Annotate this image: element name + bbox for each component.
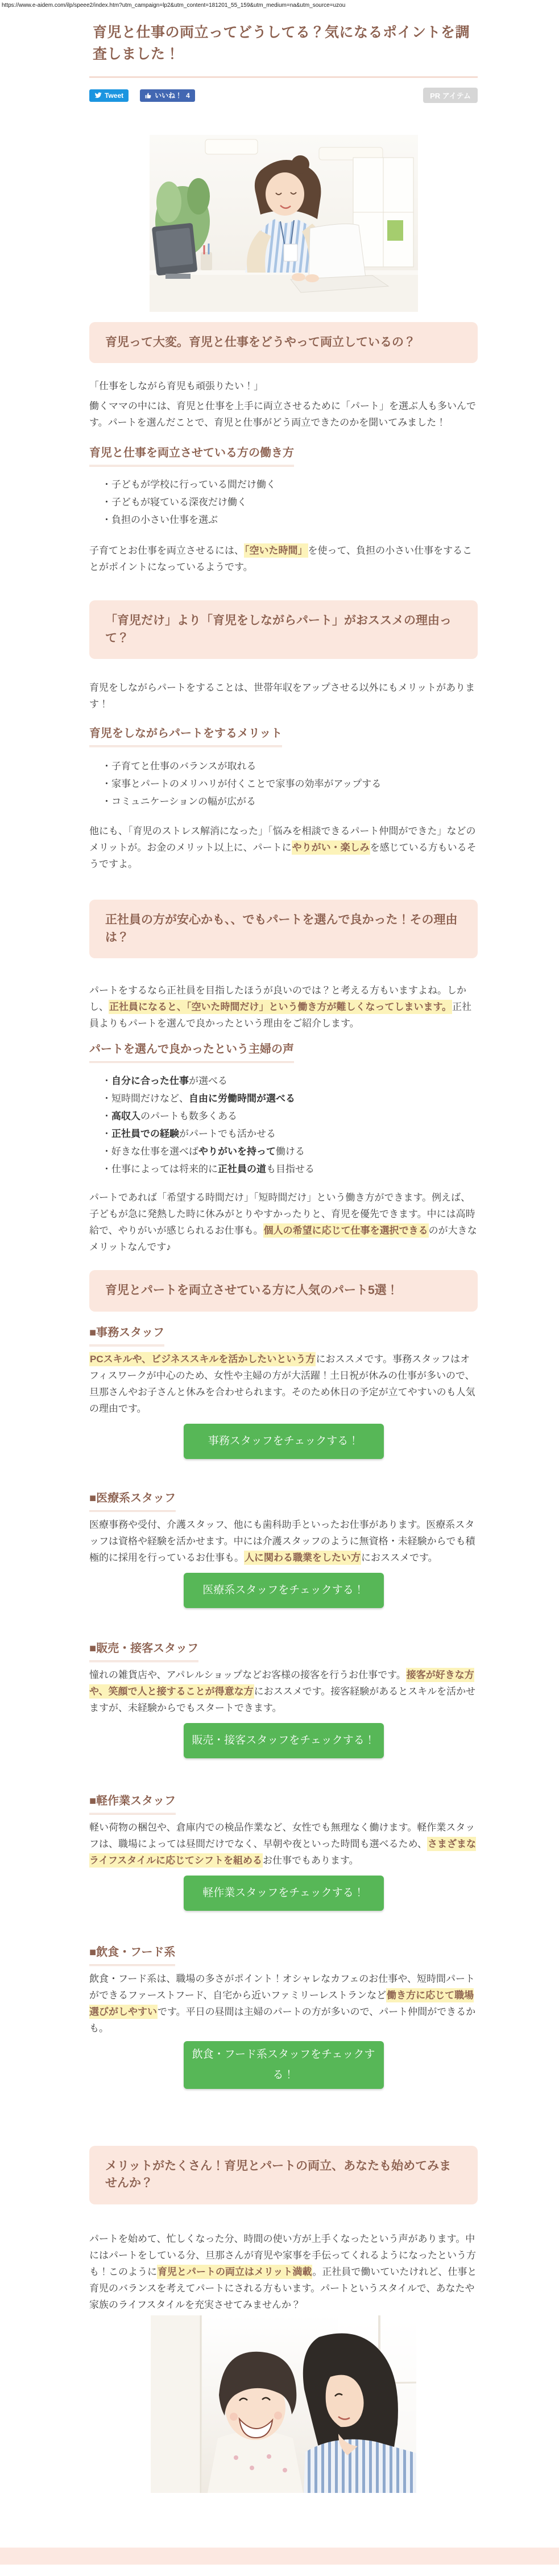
list-item: ・好きな仕事を選べばやりがいを持って働ける <box>102 1146 305 1157</box>
list-item: ・正社員での経験がパートでも活かせる <box>102 1128 276 1140</box>
paragraph: 「仕事をしながら育児も頑張りたい！」 <box>89 381 263 392</box>
paragraph: 飲食・フード系は、職場の多さがポイント！オシャレなカフェのお仕事や、短時間パートができるファーストフード、自宅から近いファミリーレストランなど働き方に応じて職場選びがしやすいです。平日の昼間は主婦のパートの方が多いので、パート仲間ができるかも。 <box>89 1973 476 2034</box>
list-item: ・家事とパートのメリハリが付くことで家事の効率がアップする <box>102 778 382 790</box>
like-button-label: いいね！ <box>155 92 183 100</box>
article-column <box>89 22 478 2565</box>
check-medical-staff-button[interactable]: 医療系スタッフをチェックする！ <box>184 1573 384 1608</box>
thumbs-up-icon <box>145 92 152 99</box>
list-item: ・子どもが寝ている深夜だけ働く <box>102 497 247 508</box>
section-heading-box-5: メリットがたくさん！育児とパートの両立、あなたも始めてみませんか？ <box>89 2146 478 2204</box>
footer-pink-band <box>0 2548 559 2565</box>
tweet-button[interactable] <box>89 89 129 102</box>
paragraph: 医療事務や受付、介護スタッフ、他にも歯科助手といったお仕事があります。医療系スタッフは資格や経験を活かせます。中には介護スタッフのように無資格・未経験からでも積極的に採用を行っているお仕事も。人に関わる職業をしたい方におススメです。 <box>89 1516 478 1566</box>
pr-badge: PR アイテム <box>423 88 478 103</box>
browser-url-text: https://www.e-aidem.com/ilp/speee2/index.htm?utm_campaign=lp2&utm_content=181201_55_159&utm_medium=na&utm_source=uzou <box>2 2 346 9</box>
bullet-list <box>89 1072 478 1178</box>
list-item: ・子どもが学校に行っている間だけ働く <box>102 479 276 491</box>
twitter-bird-icon <box>94 92 102 99</box>
paragraph: 働くママの中には、育児と仕事を上手に両立させるために「パート」を選ぶ人も多いんです。パートを選んだことで、育児と仕事がどう両立できたのかを聞いてみました！ <box>89 401 476 428</box>
paragraph: 軽い荷物の梱包や、倉庫内での検品作業など、女性でも無理なく働けます。軽作業スタッフは、職場によっては昼間だけでなく、早朝や夜といった時間も選べるため、さまざまなライフスタイルに応じてシフトを組めるお仕事でもあります。 <box>89 1819 478 1869</box>
check-light-work-staff-button[interactable]: 軽作業スタッフをチェックする！ <box>184 1876 384 1911</box>
footer-photo-mother-and-child <box>151 2315 416 2493</box>
sub-heading-work-styles: 育児と仕事を両立させている方の働き方 <box>89 446 294 467</box>
bullet-list <box>89 476 478 529</box>
sub-heading-part-merits: 育児をしながらパートをするメリット <box>89 726 282 747</box>
section-heading-box-2: 「育児だけ」より「育児をしながらパート」がおススメの理由って？ <box>89 600 478 659</box>
list-item: ・高収入のパートも数多くある <box>102 1111 237 1122</box>
job-heading-food-staff: ■飲食・フード系 <box>89 1945 175 1966</box>
bullet-list <box>89 757 478 810</box>
section-heading-box-4: 育児とパートを両立させている方に人気のパート5選！ <box>89 1270 478 1311</box>
check-food-staff-button[interactable]: 飲食・フード系スタッフをチェックする！ <box>184 2041 384 2089</box>
job-heading-office-staff: ■事務スタッフ <box>89 1325 164 1346</box>
list-item: ・短時間だけなど、自由に労働時間が選べる <box>102 1093 295 1104</box>
paragraph: PCスキルや、ビジネススキルを活かしたいという方におススメです。事務スタッフはオフィスワークが中心のため、女性や主婦の方が大活躍！土日祝が休みの仕事が多いので、旦那さんやお子さんと休みを合わせられます。そのため休日の予定が立てやすいのも人気の理由です。 <box>89 1351 478 1417</box>
like-count: 4 <box>186 91 190 100</box>
sub-heading-housewife-voices: パートを選んで良かったという主婦の声 <box>89 1042 294 1063</box>
list-item: ・仕事によっては将来的に正社員の道も目指せる <box>102 1164 314 1175</box>
paragraph: 他にも、「育児のストレス解消になった」「悩みを相談できるパート仲間ができた」などのメリットが。お金のメリット以上に、パートにやりがい・楽しみを感じている方もいるそうですよ。 <box>89 826 477 870</box>
list-item: ・負担の小さい仕事を選ぶ <box>102 514 218 526</box>
section-heading-box-3: 正社員の方が安心かも、、でもパートを選んで良かった！その理由は？ <box>89 900 478 958</box>
facebook-like-button[interactable] <box>140 89 195 102</box>
job-heading-sales-service-staff: ■販売・接客スタッフ <box>89 1641 198 1662</box>
job-heading-medical-staff: ■医療系スタッフ <box>89 1491 176 1512</box>
paragraph: 育児をしながらパートをすることは、世帯年収をアップさせる以外にもメリットがあります！ <box>89 682 475 710</box>
tweet-button-label: Tweet <box>105 91 124 100</box>
woman-at-laptop-illustration <box>150 135 418 312</box>
paragraph: 子育てとお仕事を両立させるには、「空いた時間」を使って、負担の小さい仕事をすることがポイントになっているようです。 <box>89 542 478 575</box>
page-title: 育児と仕事の両立ってどうしてる？気になるポイントを調査しました！ <box>93 24 470 62</box>
share-row <box>89 88 478 103</box>
paragraph: パートであれば「希望する時間だけ」「短時間だけ」という働き方ができます。例えば、子どもが急に発熱した時に休みがとりやすかったりと、育児を優先できます。中には高時給で、やりがいが感じられるお仕事も。個人の希望に応じて仕事を選択できるのが大きなメリットなんです♪ <box>89 1192 477 1253</box>
paragraph: パートをするなら正社員を目指したほうが良いのでは？と考える方もいますよね。しかし、正社員になると、「空いた時間だけ」という働き方が難しくなってしまいます。正社員よりもパートを選んで良かったという理由をご紹介します。 <box>89 985 472 1029</box>
title-divider <box>89 76 478 78</box>
list-item: ・自分に合った仕事が選べる <box>102 1075 227 1087</box>
check-office-staff-button[interactable]: 事務スタッフをチェックする！ <box>184 1424 384 1459</box>
hero-photo-woman-at-laptop <box>150 135 418 312</box>
list-item: ・コミュニケーションの幅が広がる <box>102 796 256 807</box>
paragraph: 憧れの雑貨店や、アパレルショップなどお客様の接客を行うお仕事です。接客が好きな方や、笑顔で人と接することが得意な方におススメです。接客経験があるとスキルを活かせますが、未経験からでもスタートできます。 <box>89 1667 478 1716</box>
job-heading-light-work-staff: ■軽作業スタッフ <box>89 1794 176 1815</box>
section-heading-box-1: 育児って大変。育児と仕事をどうやって両立しているの？ <box>89 322 478 363</box>
paragraph: パートを始めて、忙しくなった分、時間の使い方が上手くなったという声があります。中にはパートをしている分、旦那さんが育児や家事を手伝ってくれるようになったという方も！このように育児とパートの両立はメリット満載。正社員で働いていたけれど、仕事と育児のバランスを考えてパートにされる方もいます。パートというスタイルで、あなたや家族のライフスタイルを充実させてみませんか？ <box>89 2233 477 2310</box>
mother-and-child-illustration <box>151 2315 416 2493</box>
list-item: ・子育てと仕事のバランスが取れる <box>102 761 256 772</box>
check-sales-service-staff-button[interactable]: 販売・接客スタッフをチェックする！ <box>184 1723 384 1758</box>
